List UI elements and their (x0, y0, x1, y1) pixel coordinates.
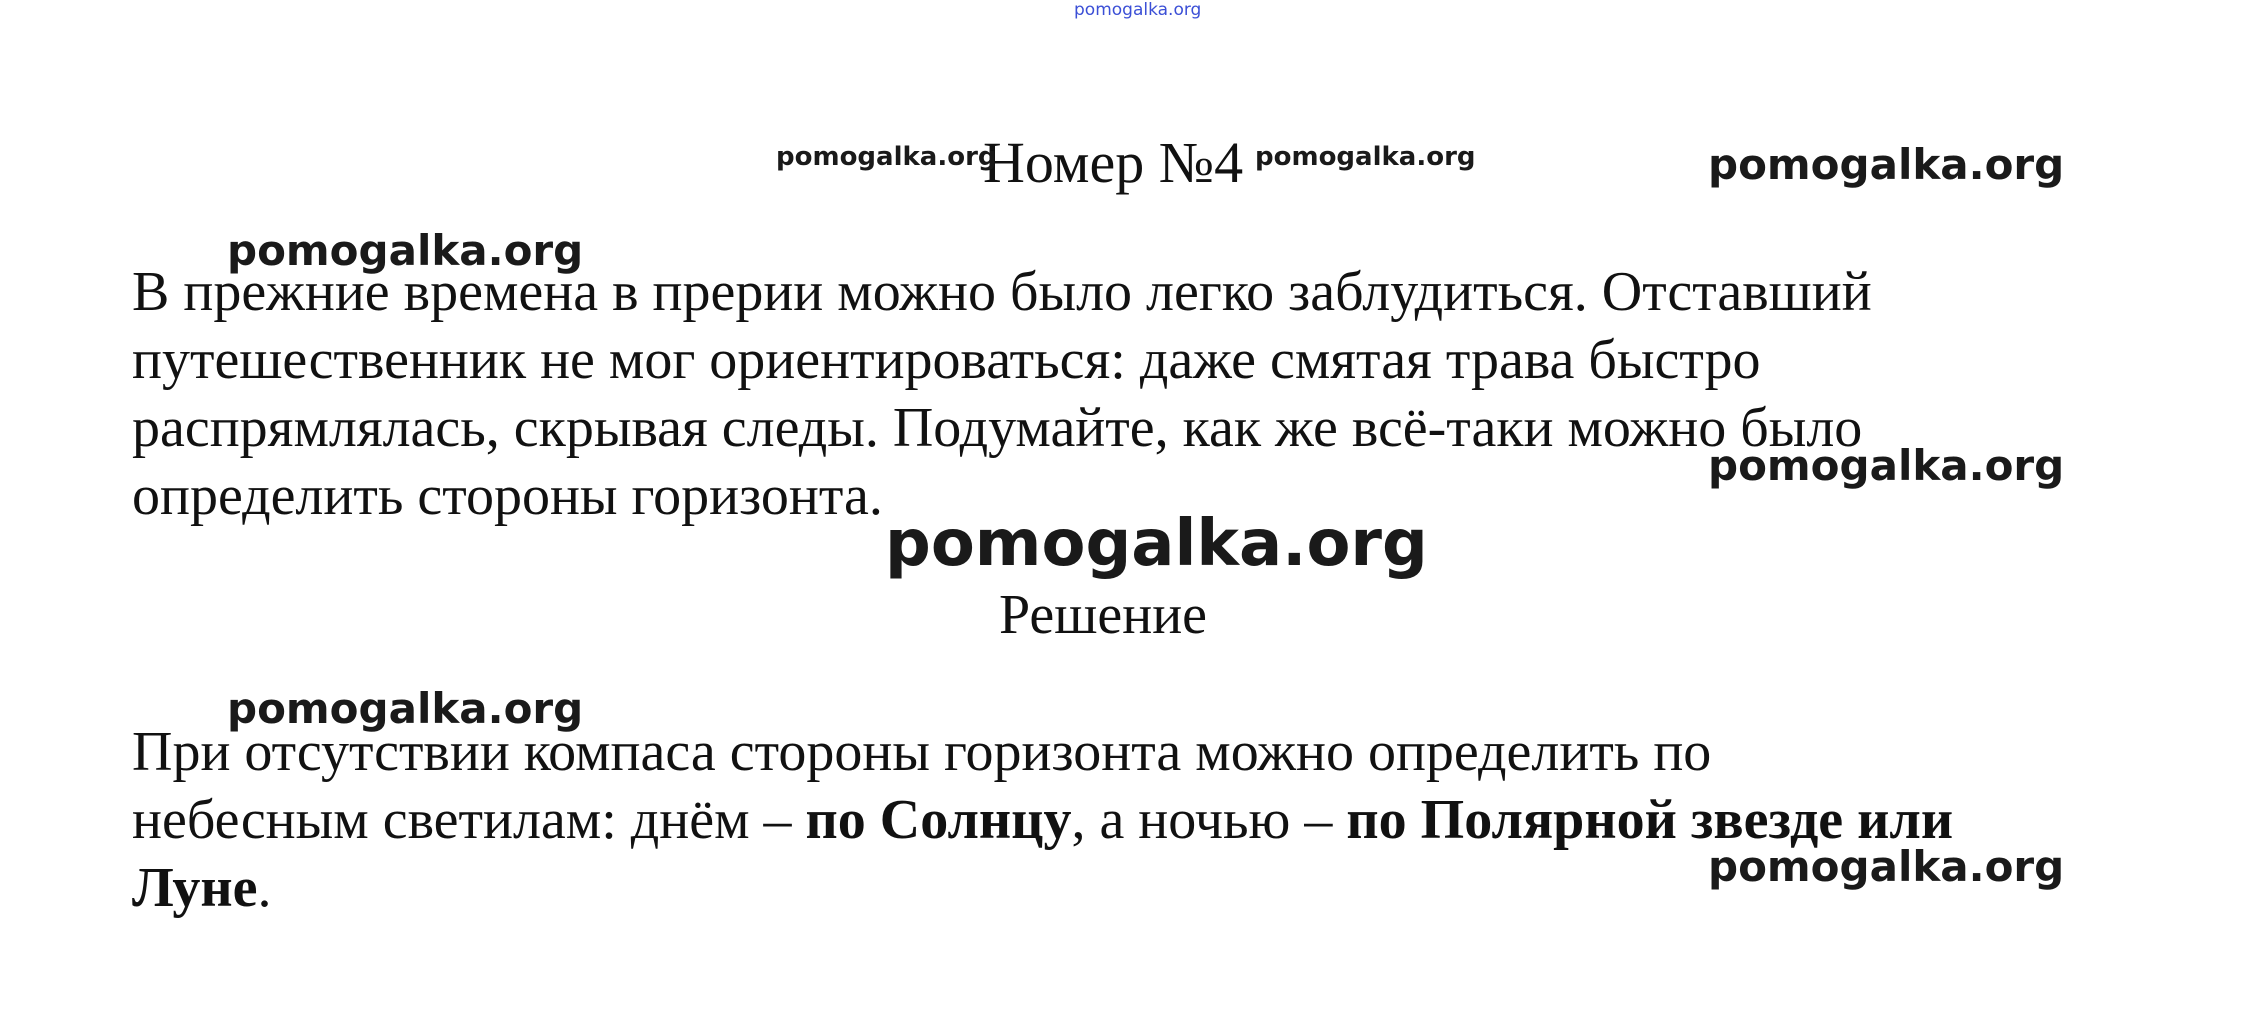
answer-text-fragment: . (257, 857, 272, 919)
question-line: распрямлялась, скрывая следы. Подумайте, как же всё-таки можно было (132, 397, 1863, 459)
watermark-answer-right: pomogalka.org (1708, 842, 2065, 891)
question-line: определить стороны горизонта. (132, 465, 883, 527)
watermark-question-left: pomogalka.org (227, 226, 584, 275)
answer-line (132, 786, 1953, 854)
page-title: Номер №4 (983, 130, 1244, 195)
answer-text-fragment: , а ночью – (1071, 789, 1347, 851)
watermark-question-right: pomogalka.org (1708, 441, 2065, 490)
answer-line: При отсутствии компаса стороны горизонта можно определить по (132, 721, 1712, 783)
answer-bold-moon: Луне (132, 857, 258, 919)
watermark-top-right: pomogalka.org (1708, 140, 2065, 189)
watermark-title-left: pomogalka.org (776, 142, 997, 172)
top-watermark: pomogalka.org (1074, 0, 1202, 20)
watermark-answer-left: pomogalka.org (227, 684, 584, 733)
answer-bold-polaris: по Полярной звезде или (1346, 789, 1954, 851)
answer-line (132, 854, 1953, 922)
solution-heading: Решение (999, 584, 1208, 646)
watermark-center-large: pomogalka.org (885, 507, 1428, 581)
watermark-title-right: pomogalka.org (1255, 142, 1476, 172)
answer-bold-sun: по Солнцу (805, 789, 1072, 851)
question-line: путешественник не мог ориентироваться: даже смятая трава быстро (132, 329, 1761, 391)
question-text (132, 258, 1872, 530)
question-line: В прежние времена в прерии можно было легко заблудиться. Отставший (132, 261, 1872, 323)
answer-text-fragment: небесным светилам: днём – (132, 789, 806, 851)
answer-text (132, 718, 1953, 922)
